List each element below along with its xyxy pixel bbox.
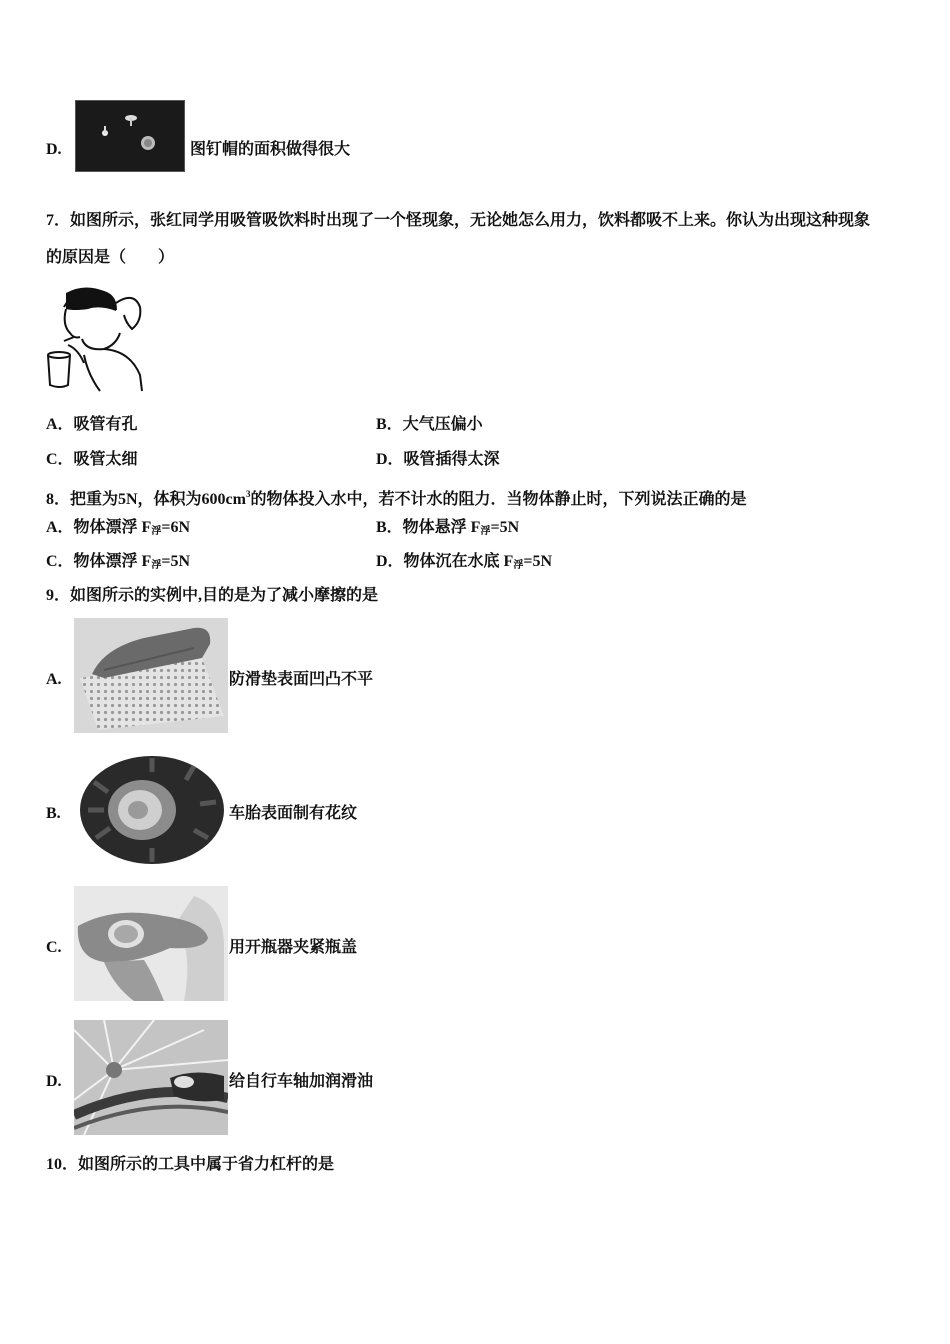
q8-option-b-post: =5N [490,519,520,536]
q9-option-d-text: 给自行车轴加润滑油 [229,1073,374,1090]
thumbtack-photo [75,100,185,172]
q9-option-b-letter: B. [46,805,61,822]
bottle-opener-photo [74,886,228,1001]
q8-option-b [376,517,519,543]
q9-option-c-letter: C. [46,939,62,956]
q7-option-d: D．吸管插得太深 [376,451,500,468]
q8-option-c-sub: 浮 [151,560,162,571]
q8-stem-pre: 8．把重为5N，体积为600cm [46,491,246,508]
q6-option-d-text: 图钉帽的面积做得很大 [190,141,351,158]
q8-stem-sup: 3 [246,489,251,499]
q6-option-d-letter: D. [46,141,62,158]
q7-stem-line2: 的原因是（ ） [46,249,175,266]
q9-stem: 9．如图所示的实例中,目的是为了减小摩擦的是 [46,587,379,604]
q10-stem: 10．如图所示的工具中属于省力杠杆的是 [46,1156,335,1173]
q8-option-d-sub: 浮 [513,560,524,571]
q8-option-a-post: =6N [161,519,191,536]
bicycle-oiling-photo [74,1020,228,1135]
q8-stem-post: 的物体投入水中，若不计水的阻力．当物体静止时，下列说法正确的是 [250,491,747,508]
q8-option-a-pre: A．物体漂浮 F [46,519,152,536]
q8-option-c-pre: C．物体漂浮 F [46,553,152,570]
q8-option-a [46,517,190,543]
q8-stem [46,483,747,511]
q8-option-d-post: =5N [523,553,553,570]
q9-option-b-text: 车胎表面制有花纹 [229,805,358,822]
girl-drinking-straw-illustration [44,285,146,393]
q9-option-d-letter: D. [46,1073,62,1090]
q7-option-b: B．大气压偏小 [376,416,483,433]
q8-option-b-pre: B．物体悬浮 F [376,519,481,536]
q8-option-d-pre: D．物体沉在水底 F [376,553,514,570]
q9-option-a-letter: A. [46,671,62,688]
anti-slip-mat-photo [74,618,228,733]
q8-option-a-sub: 浮 [151,526,162,537]
q8-option-b-sub: 浮 [480,526,491,537]
q7-stem-line1: 7．如图所示，张红同学用吸管吸饮料时出现了一个怪现象，无论她怎么用力，饮料都吸不上来。你认为出现这种现象 [46,212,871,229]
q7-option-c: C．吸管太细 [46,451,138,468]
q7-option-a: A．吸管有孔 [46,416,138,433]
q8-option-c-post: =5N [161,553,191,570]
q9-option-c-text: 用开瓶器夹紧瓶盖 [229,939,358,956]
q8-option-c [46,551,190,577]
q8-option-d [376,551,552,577]
q9-option-a-text: 防滑垫表面凹凸不平 [229,671,374,688]
tire-photo [74,752,228,867]
